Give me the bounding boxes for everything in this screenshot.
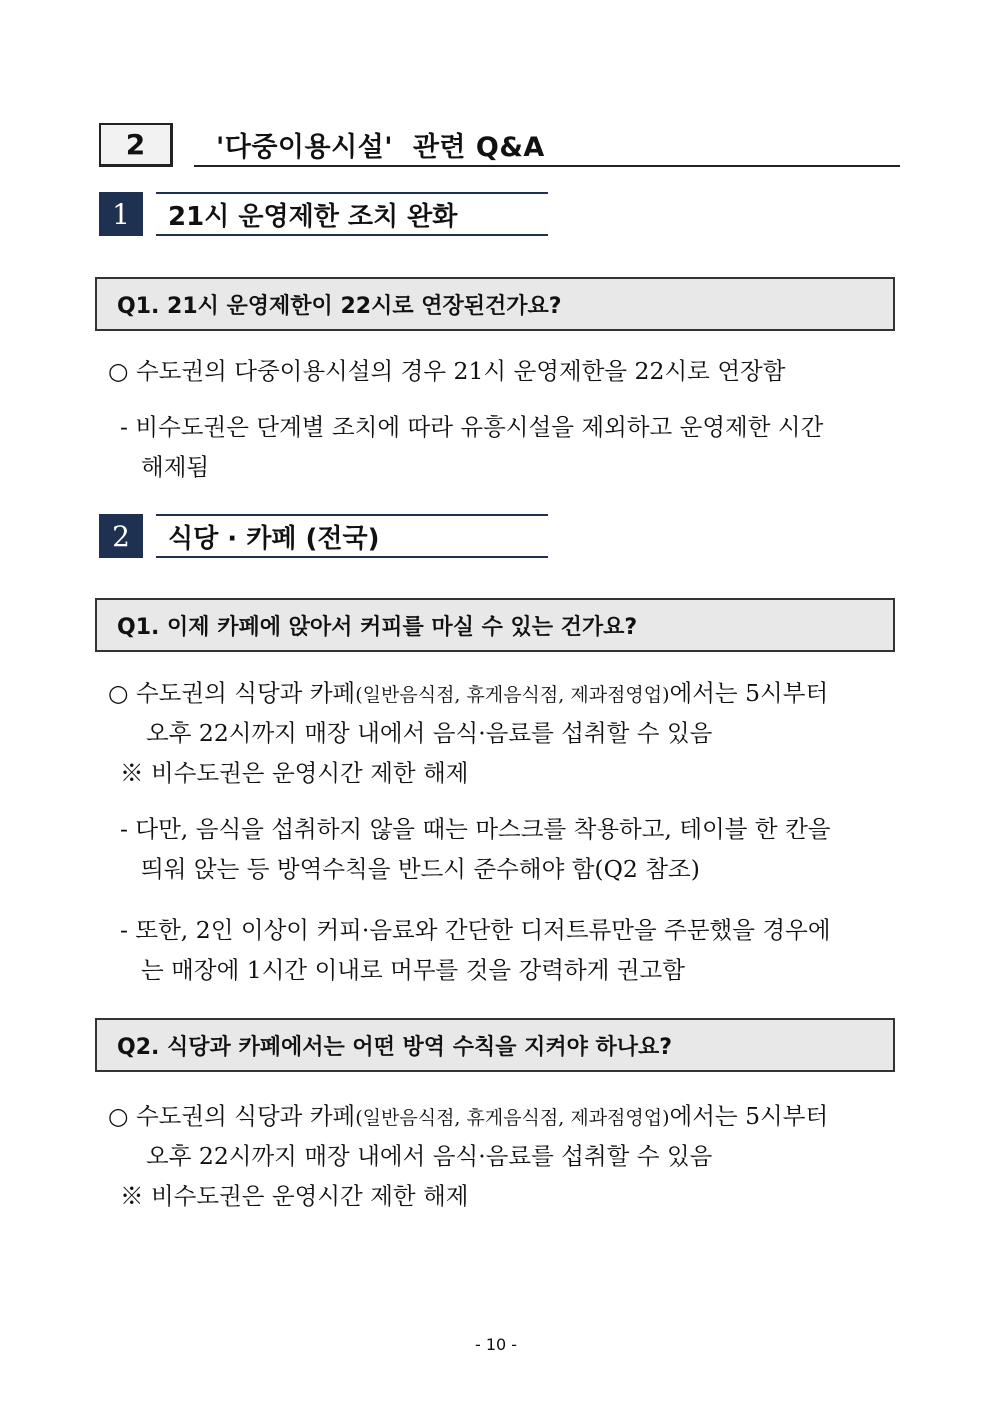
note-line: ※ 비수도권은 운영시간 제한 해제 [120,1182,469,1210]
answer-line: 해제됨 [141,453,210,481]
section-number: 2 [99,514,143,558]
answer-line: ○ 수도권의 다중이용시설의 경우 21시 운영제한을 22시로 연장함 [108,357,786,385]
answer-line: 오후 22시까지 매장 내에서 음식·음료를 섭취할 수 있음 [146,719,713,747]
section-number: 1 [99,192,143,236]
answer-line [108,678,828,710]
answer-text: ○ 수도권의 식당과 카페 [108,679,356,707]
answer-line: - 다만, 음식을 섭취하지 않을 때는 마스크를 착용하고, 테이블 한 칸을 [120,815,831,843]
question-box: Q2. 식당과 카페에서는 어떤 방역 수칙을 지켜야 하나요? [95,1018,895,1072]
answer-line: 띄워 앉는 등 방역수칙을 반드시 준수해야 함(Q2 참조) [141,855,700,883]
answer-text: 에서는 5시부터 [669,679,829,707]
answer-line: 오후 22시까지 매장 내에서 음식·음료를 섭취할 수 있음 [146,1142,713,1170]
answer-line [108,1101,828,1133]
answer-text: 에서는 5시부터 [669,1102,829,1130]
page-number: - 10 - [474,1335,518,1354]
answer-line: 는 매장에 1시간 이내로 머무를 것을 강력하게 권고함 [141,956,685,984]
question-box: Q1. 이제 카페에 앉아서 커피를 마실 수 있는 건가요? [95,598,895,652]
section-title: 식당 · 카페 (전국) [156,514,548,558]
chapter-title: '다중이용시설' 관련 Q&A [194,123,900,167]
note-line: ※ 비수도권은 운영시간 제한 해제 [120,759,469,787]
answer-text: ○ 수도권의 식당과 카페 [108,1102,356,1130]
answer-parenthetical: (일반음식점, 휴게음식점, 제과점영업) [355,1107,670,1129]
section-title: 21시 운영제한 조치 완화 [156,192,548,236]
answer-parenthetical: (일반음식점, 휴게음식점, 제과점영업) [355,684,670,706]
answer-line: - 비수도권은 단계별 조치에 따라 유흥시설을 제외하고 운영제한 시간 [120,413,824,441]
answer-line: - 또한, 2인 이상이 커피·음료와 간단한 디저트류만을 주문했을 경우에 [120,916,831,944]
question-box: Q1. 21시 운영제한이 22시로 연장된건가요? [95,277,895,331]
chapter-number: 2 [99,123,173,167]
